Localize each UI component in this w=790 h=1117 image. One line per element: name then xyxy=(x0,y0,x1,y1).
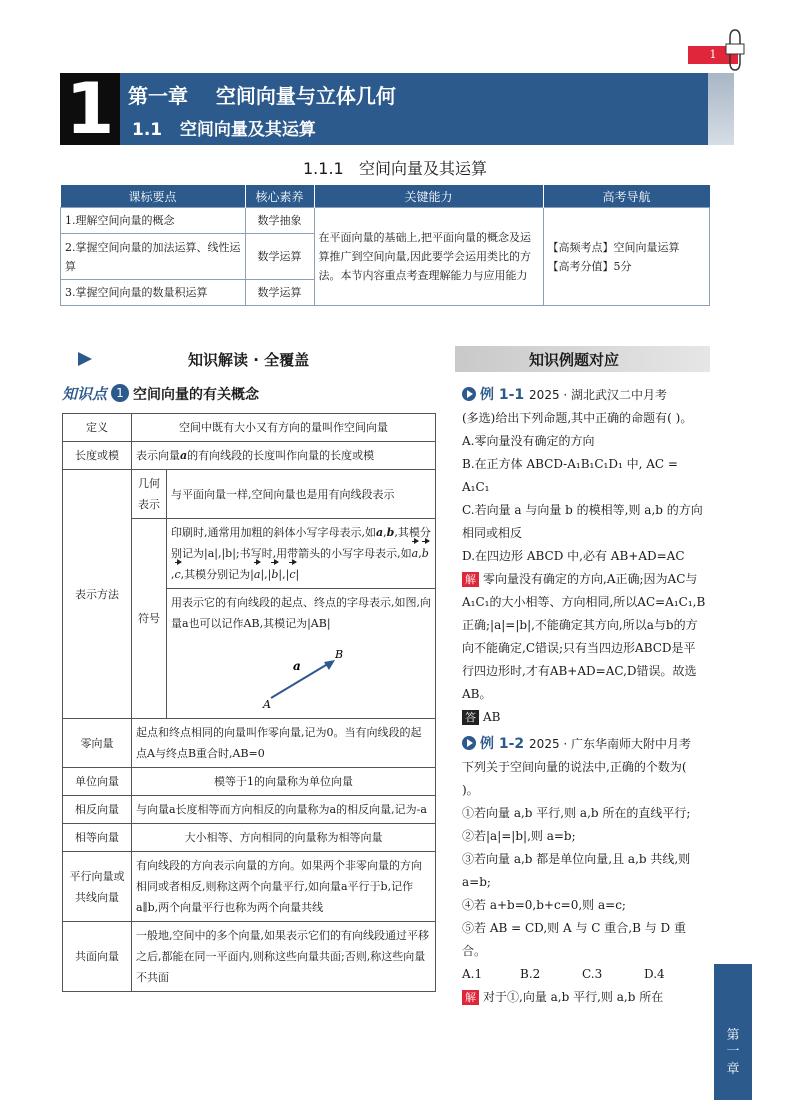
side-tab-char-1: 第 xyxy=(726,1028,740,1043)
banner-shade xyxy=(708,73,734,145)
symbol-text-3: ,其模分别记为 xyxy=(180,568,251,581)
objectives-table xyxy=(60,185,710,306)
knowledge-header-text: 知识解读 · 全覆盖 xyxy=(188,351,310,369)
row-text-zero: 起点和终点相同的向量叫作零向量,记为0。当有向线段的起点A与终点B重合时,AB=0 xyxy=(132,719,436,768)
length-text-1: 表示向量 xyxy=(136,449,180,462)
play-icon xyxy=(462,387,476,401)
answer-badge: 答 xyxy=(462,710,479,725)
option-d: D.4 xyxy=(644,967,665,981)
solution-badge: 解 xyxy=(462,572,479,587)
example-1-solution xyxy=(462,568,706,706)
header-literacy: 核心素养 xyxy=(245,185,314,208)
row-text-geometric: 与平面向量一样,空间向量也是用有向线段表示 xyxy=(167,470,436,519)
example-2-solution xyxy=(462,986,706,1009)
examples-column xyxy=(462,384,706,1009)
objective-literacy-2: 数学运算 xyxy=(245,234,314,280)
example-1-title: 例 1-1 xyxy=(480,387,525,403)
nav-score: 【高考分值】5分 xyxy=(547,259,632,273)
kp-label: 知识点 xyxy=(62,385,108,403)
example-2-options xyxy=(462,963,706,986)
play-icon xyxy=(462,736,476,750)
symbol-text-2: ,其模分别记为|a|,|b|;书写时,用带箭头的小写字母表示,如 xyxy=(171,526,431,560)
row-label-geometric: 几何表示 xyxy=(132,470,167,519)
example-1-option-a: A.零向量没有确定的方向 xyxy=(462,434,595,448)
row-label-length: 长度或模 xyxy=(63,442,132,470)
kp-title: 空间向量的有关概念 xyxy=(133,387,259,403)
row-label-equal: 相等向量 xyxy=(63,824,132,852)
subsection-title: 1.1.1 空间向量及其运算 xyxy=(303,159,487,178)
solution-badge: 解 xyxy=(462,990,479,1005)
chapter-side-tab xyxy=(714,964,752,1100)
example-2-item-3: ③若向量 a,b 都是单位向量,且 a,b 共线,则 a=b; xyxy=(462,852,691,889)
row-label-unit: 单位向量 xyxy=(63,768,132,796)
row-label-definition: 定义 xyxy=(63,414,132,442)
row-text-parallel: 有向线段的方向表示向量的方向。如果两个非零向量的方向相同或者相反,则称这两个向量平行,如向量a平行于b,记作a∥b,两个向量平行也称为两个向量共线 xyxy=(132,852,436,922)
row-text-coplanar: 一般地,空间中的多个向量,如果表示它们的有向线段通过平移之后,都能在同一平面内,则称这些向量共面;否则,称这些向量不共面 xyxy=(132,922,436,992)
objective-literacy-3: 数学运算 xyxy=(245,280,314,306)
example-2-header xyxy=(462,733,706,756)
figure-label-A: A xyxy=(263,698,271,708)
example-2-solution-text: 对于①,向量 a,b 平行,则 a,b 所在 xyxy=(483,990,664,1004)
row-label-symbol: 符号 xyxy=(132,519,167,719)
example-2-item-2: ②若|a|=|b|,则 a=b; xyxy=(462,829,576,843)
knowledge-header xyxy=(78,346,438,372)
example-2-source: 2025 · 广东华南师大附中月考 xyxy=(529,737,692,751)
symbol-text-4: 用表示它的有向线段的起点、终点的字母表示,如图,向量a也可以记作AB,其模记为|AB| xyxy=(171,596,431,630)
figure-label-a: a xyxy=(293,659,301,673)
header-ability: 关键能力 xyxy=(314,185,543,208)
example-2-stem: 下列关于空间向量的说法中,正确的个数为( )。 xyxy=(462,760,687,797)
row-label-opposite: 相反向量 xyxy=(63,796,132,824)
example-1-answer-text: AB xyxy=(483,710,501,724)
length-text-a: a xyxy=(180,449,188,462)
option-a: A.1 xyxy=(462,967,483,981)
objective-point-3: 3.掌握空间向量的数量积运算 xyxy=(61,280,246,306)
side-tab-char-2: 一 xyxy=(726,1044,740,1059)
triangle-icon xyxy=(78,352,92,366)
objective-literacy-1: 数学抽象 xyxy=(245,208,314,234)
objective-point-2: 2.掌握空间向量的加法运算、线性运算 xyxy=(61,234,246,280)
row-text-symbol-2 xyxy=(167,589,436,719)
example-2-item-1: ①若向量 a,b 平行,则 a,b 所在的直线平行; xyxy=(462,806,691,820)
side-tab-char-3: 章 xyxy=(726,1062,740,1077)
objective-point-1: 1.理解空间向量的概念 xyxy=(61,208,246,234)
example-1-solution-text: 零向量没有确定的方向,A正确;因为AC与A₁C₁的大小相等、方向相同,所以AC=A₁C₁,B正确;|a|=|b|,不能确定其方向,所以a与b的方向不能确定,C错误;只有当四边形ABCD是平行四边形时,才有AB+AD=AC,D错误。故选AB。 xyxy=(462,572,706,701)
kp-number: 1 xyxy=(111,384,129,402)
row-text-symbol-1: 印刷时,通常用加粗的斜体小写字母表示,如a,b,其模分别记为|a|,|b|;书写时,用带箭头的小写字母表示,如a,b,c,其模分别记为|a|,|b|,|c| xyxy=(167,519,436,589)
example-1-stem: (多选)给出下列命题,其中正确的命题有( )。 xyxy=(462,411,693,425)
row-text-unit: 模等于1的向量称为单位向量 xyxy=(132,768,436,796)
example-2-title: 例 1-2 xyxy=(480,736,525,752)
header-nav: 高考导航 xyxy=(543,185,710,208)
example-1-answer xyxy=(462,706,706,729)
example-2-item-5: ⑤若 AB = CD,则 A 与 C 重合,B 与 D 重合。 xyxy=(462,921,686,958)
row-text-length xyxy=(132,442,436,470)
example-1-source: 2025 · 湖北武汉二中月考 xyxy=(529,388,668,402)
example-1-option-b: B.在正方体 ABCD-A₁B₁C₁D₁ 中, AC = A₁C₁ xyxy=(462,457,678,494)
chapter-title: 第一章 空间向量与立体几何 xyxy=(128,84,396,108)
row-label-zero: 零向量 xyxy=(63,719,132,768)
page-number: 1 xyxy=(688,46,738,64)
figure-label-B: B xyxy=(335,648,344,661)
example-1-header xyxy=(462,384,706,407)
example-1-option-c: C.若向量 a 与向量 b 的模相等,则 a,b 的方向相同或相反 xyxy=(462,503,703,540)
row-label-representation: 表示方法 xyxy=(63,470,132,719)
chapter-number: 1 xyxy=(60,73,120,145)
length-text-2: 的有向线段的长度叫作向量的长度或模 xyxy=(187,449,375,462)
row-text-equal: 大小相等、方向相同的向量称为相等向量 xyxy=(132,824,436,852)
vector-figure xyxy=(171,634,391,708)
row-text-opposite: 与向量a长度相等而方向相反的向量称为a的相反向量,记为-a xyxy=(132,796,436,824)
option-c: C.3 xyxy=(582,967,603,981)
section-title: 1.1 空间向量及其运算 xyxy=(132,120,316,140)
option-b: B.2 xyxy=(520,967,541,981)
examples-header-text: 知识例题对应 xyxy=(529,351,620,369)
row-label-parallel: 平行向量或共线向量 xyxy=(63,852,132,922)
paperclip-icon xyxy=(724,26,746,74)
header-points: 课标要点 xyxy=(61,185,246,208)
symbol-text-1: 印刷时,通常用加粗的斜体小写字母表示,如 xyxy=(171,526,376,539)
row-label-coplanar: 共面向量 xyxy=(63,922,132,992)
examples-header xyxy=(455,346,710,372)
example-1-option-d: D.在四边形 ABCD 中,必有 AB+AD=AC xyxy=(462,549,685,563)
concept-table xyxy=(62,413,436,992)
objective-nav xyxy=(543,208,710,306)
nav-frequent: 【高频考点】空间向量运算 xyxy=(547,240,680,254)
row-text-definition: 空间中既有大小又有方向的量叫作空间向量 xyxy=(132,414,436,442)
example-2-item-4: ④若 a+b=0,b+c=0,则 a=c; xyxy=(462,898,626,912)
objective-ability: 在平面向量的基础上,把平面向量的概念及运算推广到空间向量,因此要学会运用类比的方法。本节内容重点考查理解能力与应用能力 xyxy=(314,208,543,306)
